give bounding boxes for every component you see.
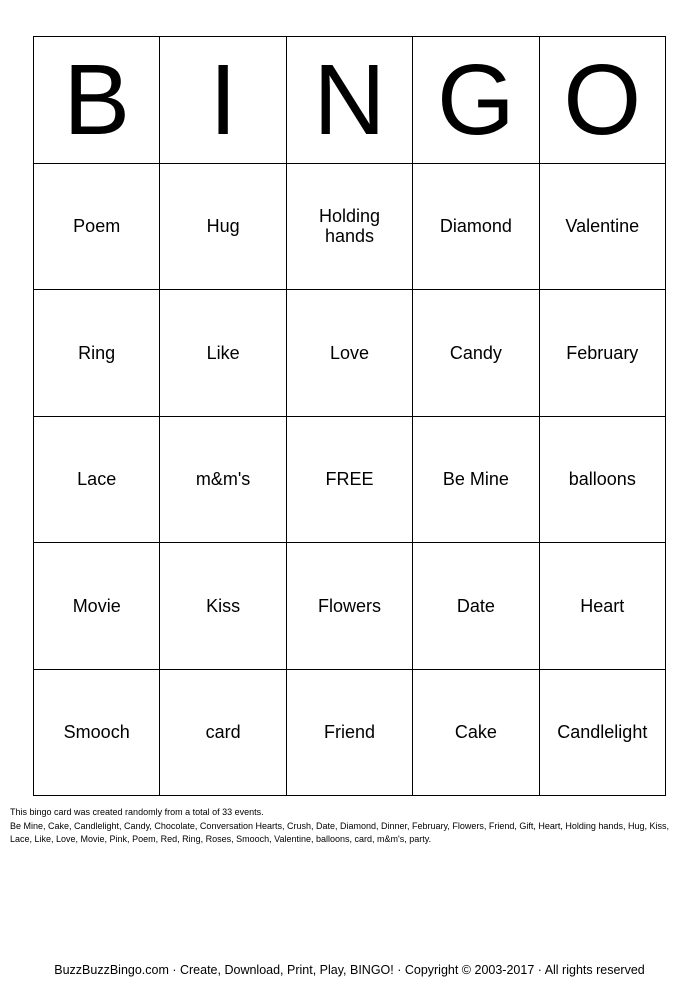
- bingo-cell: [160, 164, 286, 291]
- cell-text: Cake: [454, 722, 497, 743]
- bingo-cell: [287, 164, 413, 291]
- bingo-cell: [413, 164, 539, 291]
- cell-text: February: [566, 342, 639, 363]
- header-letter-b: B: [34, 37, 160, 164]
- bingo-cell: [34, 417, 160, 544]
- card-notes: [10, 806, 690, 847]
- bingo-cell: [34, 290, 160, 417]
- free-space-cell: [287, 417, 413, 544]
- cell-text: Ring: [78, 342, 116, 363]
- bingo-cell: [540, 417, 666, 544]
- site-credit: BuzzBuzzBingo.com · Create, Download, Print, Play, BINGO! · Copyright © 2003-2017 · All rights reserved: [54, 963, 645, 977]
- bingo-cell: [160, 670, 286, 797]
- bingo-card: [33, 36, 666, 796]
- bingo-cell: [413, 417, 539, 544]
- cell-text: balloons: [568, 469, 636, 490]
- cell-text: Kiss: [206, 595, 241, 616]
- bingo-cell: [160, 543, 286, 670]
- cell-text: Candy: [449, 342, 502, 363]
- bingo-cell: [540, 164, 666, 291]
- cell-text: Poem: [73, 216, 121, 237]
- bingo-cell: [287, 290, 413, 417]
- cell-text: Smooch: [63, 722, 130, 743]
- cell-text: Holding hands: [318, 206, 380, 247]
- bingo-cell: [540, 543, 666, 670]
- cell-text: Movie: [72, 595, 121, 616]
- bingo-cell: [413, 543, 539, 670]
- cell-text: Candlelight: [557, 722, 648, 743]
- cell-text: m&m's: [195, 469, 251, 490]
- header-letter-i: I: [160, 37, 286, 164]
- bingo-cell: [287, 543, 413, 670]
- bingo-cell: [287, 670, 413, 797]
- cell-text: Friend: [323, 722, 375, 743]
- header-letter-n: N: [287, 37, 413, 164]
- cell-text: Heart: [580, 595, 625, 616]
- bingo-cell: [160, 417, 286, 544]
- events-list: Be Mine, Cake, Candlelight, Candy, Chocolate, Conversation Hearts, Crush, Date, Diamond, Dinner, February, Flowers, Friend, Gift, Heart, Holding hands, Hug, Kiss, Lace, Like, Love, Movie, Pink, Poem, Red, Ring, Roses, Smooch, Valentine, balloons, card, m&m's, party.: [10, 820, 669, 844]
- cell-text: Love: [329, 342, 370, 363]
- cell-text: Like: [206, 342, 240, 363]
- cell-text: Hug: [206, 216, 240, 237]
- cell-text: Flowers: [317, 595, 381, 616]
- cell-text: Lace: [77, 469, 117, 490]
- bingo-cell: [413, 670, 539, 797]
- bingo-cell: [160, 290, 286, 417]
- bingo-cell: [413, 290, 539, 417]
- cell-text: Valentine: [565, 216, 640, 237]
- bingo-cell: [34, 543, 160, 670]
- cell-text: Be Mine: [442, 469, 509, 490]
- cell-text: Diamond: [439, 216, 512, 237]
- cell-text: Date: [456, 595, 495, 616]
- free-space-text: FREE: [325, 469, 374, 490]
- bingo-cell: [540, 290, 666, 417]
- bingo-cell: [34, 164, 160, 291]
- card-summary: This bingo card was created randomly from a total of 33 events.: [10, 807, 264, 817]
- header-letter-g: G: [413, 37, 539, 164]
- bingo-cell: [34, 670, 160, 797]
- bingo-cell: [540, 670, 666, 797]
- cell-text: card: [205, 722, 241, 743]
- header-letter-o: O: [540, 37, 666, 164]
